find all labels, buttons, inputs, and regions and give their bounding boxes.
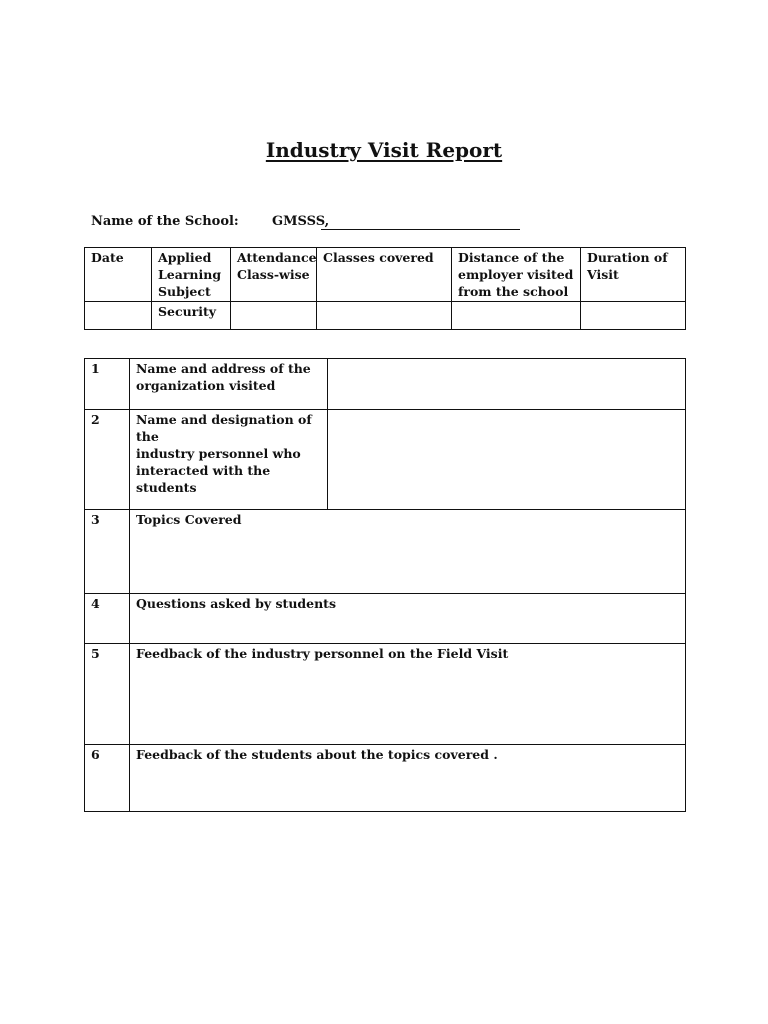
row-number: 3 <box>85 510 130 594</box>
header-duration: Duration of Visit <box>581 248 686 302</box>
row-label: Name and address of the organization visited <box>130 359 328 410</box>
details-row <box>85 359 686 410</box>
row-label: Name and designation of the industry personnel who interacted with the students <box>130 410 328 510</box>
school-name-blank-line[interactable] <box>321 229 520 230</box>
cell-classes-covered[interactable] <box>317 302 452 330</box>
school-name-value: GMSSS, <box>272 214 330 229</box>
row-label-topics[interactable]: Topics Covered <box>130 510 686 594</box>
cell-attendance[interactable] <box>231 302 317 330</box>
row-number: 4 <box>85 594 130 644</box>
header-applied-learning-subject: Applied Learning Subject <box>152 248 231 302</box>
row-label-industry-feedback[interactable]: Feedback of the industry personnel on the Field Visit <box>130 644 686 745</box>
header-classes-covered: Classes covered <box>317 248 452 302</box>
answer-cell-personnel[interactable] <box>328 410 686 510</box>
row-label-questions[interactable]: Questions asked by students <box>130 594 686 644</box>
answer-cell-organization[interactable] <box>328 359 686 410</box>
cell-subject: Security <box>152 302 231 330</box>
row-number: 6 <box>85 745 130 812</box>
visit-info-table <box>84 247 686 330</box>
details-row <box>85 745 686 812</box>
details-row <box>85 410 686 510</box>
visit-details-table <box>84 358 686 812</box>
info-header-row <box>85 248 686 302</box>
cell-date[interactable] <box>85 302 152 330</box>
details-row <box>85 644 686 745</box>
info-data-row <box>85 302 686 330</box>
school-name-label: Name of the School: <box>91 214 239 229</box>
row-number: 1 <box>85 359 130 410</box>
details-row <box>85 510 686 594</box>
header-date: Date <box>85 248 152 302</box>
row-label-student-feedback[interactable]: Feedback of the students about the topics covered . <box>130 745 686 812</box>
row-number: 2 <box>85 410 130 510</box>
header-attendance: Attendance Class-wise <box>231 248 317 302</box>
cell-distance[interactable] <box>452 302 581 330</box>
page-title: Industry Visit Report <box>265 138 503 162</box>
cell-duration[interactable] <box>581 302 686 330</box>
row-number: 5 <box>85 644 130 745</box>
details-row <box>85 594 686 644</box>
header-distance: Distance of the employer visited from the school <box>452 248 581 302</box>
